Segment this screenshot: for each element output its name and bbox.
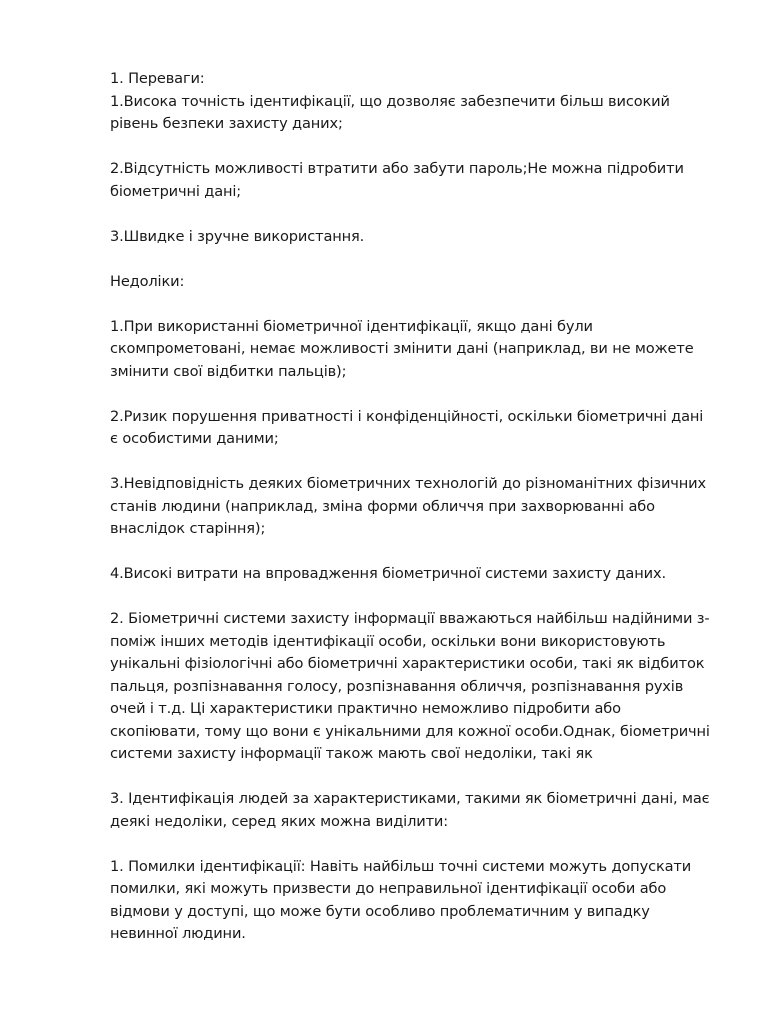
advantage-3: 3.Швидке і зручне використання. — [110, 227, 365, 245]
document-page — [110, 68, 715, 968]
advantage-2: 2.Відсутність можливості втратити або забути пароль;Не можна підробити біометричні дані; — [110, 160, 684, 200]
advantage-1: 1.Висока точність ідентифікації, що дозволяє забезпечити більш високий рівень безпеки захисту даних; — [110, 92, 670, 132]
answer-2-paragraph: 2. Біометричні системи захисту інформації вважаються найбільш надійними з-поміж інших методів ідентифікації особи, оскільки вони використовують унікальні фізіологічні або біометричні характеристики особи, такі як відбиток пальця, розпізнавання голосу, розпізнавання обличчя, розпізнавання рухів очей і т.д. Ці характеристики практично неможливо підробити або скопіювати, тому що вони є унікальними для кожної особи.Однак, біометричні системи захисту інформації також мають свої недоліки, такі як — [110, 610, 710, 762]
answer-3-item-1: 1. Помилки ідентифікації: Навіть найбільш точні системи можуть допускати помилки, які можуть призвести до неправильної ідентифікації особи або відмови у доступі, що може бути особливо проблематичним у випадку невинної людини. — [110, 857, 692, 942]
answer-3-paragraph: 3. Ідентифікація людей за характеристиками, такими як біометричні дані, має деякі недоліки, серед яких можна виділити: — [110, 790, 710, 830]
disadvantage-2: 2.Ризик порушення приватності і конфіденційності, оскільки біометричні дані є особистими даними; — [110, 407, 704, 447]
disadvantages-heading: Недоліки: — [110, 272, 185, 290]
disadvantage-4: 4.Високі витрати на впровадження біометричної системи захисту даних. — [110, 565, 666, 582]
disadvantage-3: 3.Невідповідність деяких біометричних технологій до різноманітних фізичних станів людини (наприклад, зміна форми обличчя при захворюванні або внаслідок старіння); — [110, 475, 706, 537]
disadvantage-1: 1.При використанні біометричної ідентифікації, якщо дані були скомпрометовані, немає можливості змінити дані (наприклад, ви не можете змінити свої відбитки пальців); — [110, 317, 694, 380]
advantages-heading: 1. Переваги: — [110, 70, 205, 87]
